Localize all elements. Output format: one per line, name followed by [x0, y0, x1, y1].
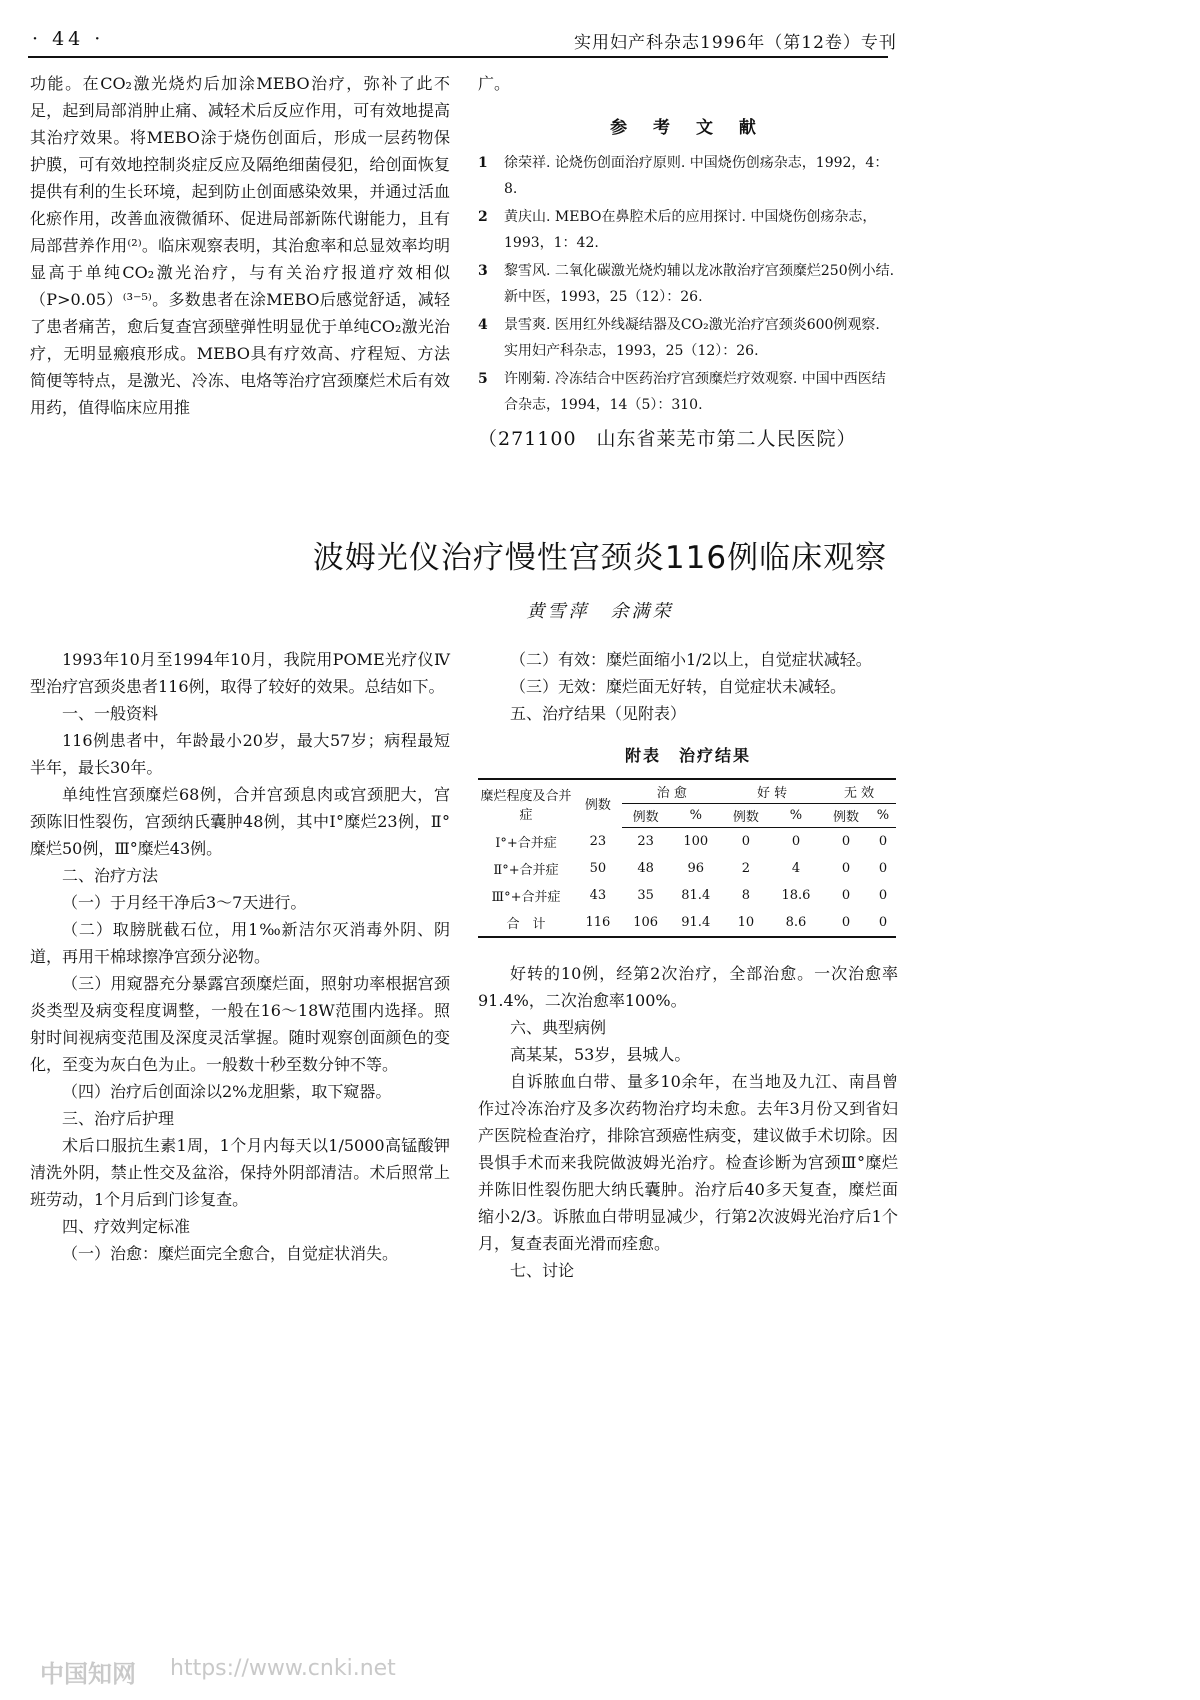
table-cell: 0 [878, 861, 888, 876]
section-heading: 五、治疗结果（见附表） [510, 704, 687, 723]
section-heading: 三、治疗后护理 [62, 1109, 175, 1128]
table-cell: 0 [841, 861, 851, 876]
table-cell: Ⅲ°+合并症 [491, 890, 561, 905]
cnki-url: https://www.cnki.net [170, 1656, 396, 1681]
col-cases-header: 例数 [574, 779, 622, 828]
journal-header: 实用妇产科杂志1996年（第12卷）专刊 [574, 33, 897, 53]
reference-list [478, 150, 898, 418]
sub-pct-header: % [870, 804, 896, 828]
table-cell: 0 [878, 888, 888, 903]
reference-item: 1 徐荣祥. 论烧伤创面治疗原则. 中国烧伤创疡杂志，1992，4：8. [478, 155, 889, 197]
table-cell: 91.4 [670, 909, 722, 937]
table-cell: 81.4 [681, 888, 711, 903]
table-cell: 23 [589, 833, 607, 849]
group-cured-header: 治 愈 [622, 779, 722, 804]
paragraph: （二）有效：糜烂面缩小1/2以上，自觉症状减轻。 [510, 650, 872, 669]
paragraph: （三）用窥器充分暴露宫颈糜烂面，照射功率根据宫颈炎类型及病变程度调整，一般在16～18W范围内选择。照射时间视病变范围及深度灵活掌握。随时观察创面颜色的变化，至变为灰白色为止。一般数十秒至数分钟不等。 [30, 974, 450, 1074]
table-cell: 0 [822, 909, 870, 937]
table-cell: 8 [741, 888, 750, 903]
table-cell: 18.6 [781, 888, 811, 903]
paragraph: 单纯性宫颈糜烂68例，合并宫颈息肉或宫颈肥大，宫颈陈旧性裂伤，宫颈纳氏囊肿48例，其中Ⅰ°糜烂23例，Ⅱ°糜烂50例，Ⅲ°糜烂43例。 [30, 785, 450, 858]
table-cell: 106 [622, 909, 670, 937]
table-row [478, 828, 896, 856]
section-heading: 四、疗效判定标准 [62, 1217, 191, 1236]
cnki-logo: 中国知网 [40, 1660, 136, 1688]
page-number: · 44 · [32, 28, 105, 50]
article-authors: 黄雪萍 余满荣 [526, 601, 674, 622]
table-cell: 0 [841, 888, 851, 903]
section-heading: 二、治疗方法 [62, 866, 159, 885]
sub-cases-header: 例数 [822, 804, 870, 828]
table-cell: 0 [841, 834, 851, 849]
paragraph: （一）治愈：糜烂面完全愈合，自觉症状消失。 [62, 1244, 399, 1263]
reference-item: 3 黎雪风. 二氧化碳激光烧灼辅以龙冰散治疗宫颈糜烂250例小结. 新中医，1993，25（12）：26. [478, 263, 895, 305]
paragraph: 自诉脓血白带、量多10余年，在当地及九江、南昌曾作过冷冻治疗及多次药物治疗均未愈。去年3月份又到省妇产医院检查治疗，排除宫颈癌性病变，建议做手术切除。因畏惧手术而来我院做波姆光治疗。检查诊断为宫颈Ⅲ°糜烂并陈旧性裂伤肥大纳氏囊肿。治疗后40多天复查，糜烂面缩小2/3。诉脓血白带明显减少，行第2次波姆光治疗后1个月，复查表面光滑而痊愈。 [478, 1072, 898, 1253]
table-cell: 23 [637, 834, 654, 849]
table-row [478, 882, 896, 909]
paragraph: （三）无效：糜烂面无好转，自觉症状未减轻。 [510, 677, 847, 696]
table-cell: 8.6 [770, 909, 822, 937]
table-cell: 35 [637, 888, 654, 903]
prev-article-continuation: 广。 [478, 74, 511, 93]
table-cell: Ⅱ°+合并症 [493, 863, 559, 878]
table-cell: 100 [683, 834, 709, 849]
paragraph: 1993年10月至1994年10月，我院用POME光疗仪Ⅳ型治疗宫颈炎患者116例，取得了较好的效果。总结如下。 [30, 650, 450, 696]
table-cell: 50 [589, 861, 607, 876]
table-cell: 116 [574, 909, 622, 937]
table-cell: 0 [791, 834, 801, 849]
table-cell: 4 [791, 861, 801, 876]
group-improved-header: 好 转 [722, 779, 822, 804]
article-title: 波姆光仪治疗慢性宫颈炎116例临床观察 [312, 540, 888, 576]
prev-article-left-column [30, 70, 450, 421]
paragraph: （四）治疗后创面涂以2%龙胆紫，取下窥器。 [62, 1082, 392, 1101]
prev-article-right-column [478, 70, 898, 451]
sub-cases-header: 例数 [622, 804, 670, 828]
table-row [478, 855, 896, 882]
article-right-column [478, 646, 898, 1284]
group-none-header: 无 效 [822, 779, 896, 804]
paragraph: 116例患者中，年龄最小20岁，最大57岁；病程最短半年，最长30年。 [30, 731, 450, 777]
prev-article-paragraph: 功能。在CO₂激光烧灼后加涂MEBO治疗，弥补了此不足，起到局部消肿止痛、减轻术后反应作用，可有效地提高其治疗效果。将MEBO涂于烧伤创面后，形成一层药物保护膜，可有效地控制炎症反应及隔绝细菌侵犯，给创面恢复提供有利的生长环境，起到防止创面感染效果，并通过活血化瘀作用，改善血液微循环、促进局部新陈代谢能力，且有局部营养作用⁽²⁾。临床观察表明，其治愈率和总显效率均明显高于单纯CO₂激光治疗，与有关治疗报道疗效相似（P>0.05）⁽³⁻⁵⁾。多数患者在涂MEBO后感觉舒适，减轻了患者痛苦，愈后复查宫颈壁弹性明显优于单纯CO₂激光治疗，无明显瘢痕形成。MEBO具有疗效高、疗程短、方法简便等特点，是激光、冷冻、电烙等治疗宫颈糜烂术后有效用药，值得临床应用推 [30, 74, 450, 417]
section-heading: 七、讨论 [510, 1261, 575, 1280]
reference-item: 2 黄庆山. MEBO在鼻腔术后的应用探讨. 中国烧伤创疡杂志，1993，1：42. [478, 209, 877, 251]
table-cell: 合 计 [478, 909, 574, 937]
section-heading: 一、一般资料 [62, 704, 159, 723]
table-cell: 0 [878, 834, 888, 849]
section-heading: 六、典型病例 [510, 1018, 607, 1037]
table-cell: 48 [637, 861, 654, 876]
table-cell: 0 [741, 834, 750, 849]
table-cell: 10 [722, 909, 770, 937]
paragraph: 术后口服抗生素1周，1个月内每天以1/5000高锰酸钾清洗外阴，禁止性交及盆浴，保持外阴部清洁。术后照常上班劳动，1个月后到门诊复查。 [30, 1136, 450, 1209]
table-title: 附表 治疗结果 [624, 746, 751, 765]
table-cell: 0 [870, 909, 896, 937]
paragraph: （一）于月经干净后3～7天进行。 [62, 893, 307, 912]
article-left-column [30, 646, 450, 1267]
paragraph: 好转的10例，经第2次治疗，全部治愈。一次治愈率91.4%，二次治愈率100%。 [478, 964, 898, 1010]
header-rule [28, 56, 888, 58]
sub-pct-header: % [770, 804, 822, 828]
paragraph: 高某某，53岁，县城人。 [510, 1045, 691, 1064]
reference-item: 4 景雪爽. 医用红外线凝结器及CO₂激光治疗宫颈炎600例观察. 实用妇产科杂志，1993，25（12）：26. [478, 317, 880, 359]
references-title: 参 考 文 献 [610, 118, 766, 138]
sub-pct-header: % [670, 804, 722, 828]
table-cell: Ⅰ°+合并症 [495, 835, 557, 851]
table-cell: 96 [687, 861, 705, 876]
col-degree-header: 糜烂程度及合并症 [478, 779, 574, 828]
reference-item: 5 许刚菊. 冷冻结合中医药治疗宫颈糜烂疗效观察. 中国中西医结合杂志，1994，14（5）：310. [478, 371, 886, 413]
article-right-top [478, 646, 898, 727]
table-cell: 43 [589, 888, 607, 903]
article-right-bottom [478, 960, 898, 1284]
table-row [478, 909, 896, 937]
paragraph: （二）取膀胱截石位，用1‰新洁尔灭消毒外阴、阴道，再用干棉球擦净宫颈分泌物。 [30, 920, 450, 966]
affiliation: （271100 山东省莱芜市第二人民医院） [478, 428, 857, 450]
results-table [478, 778, 896, 938]
table-cell: 2 [741, 861, 750, 876]
sub-cases-header: 例数 [722, 804, 770, 828]
